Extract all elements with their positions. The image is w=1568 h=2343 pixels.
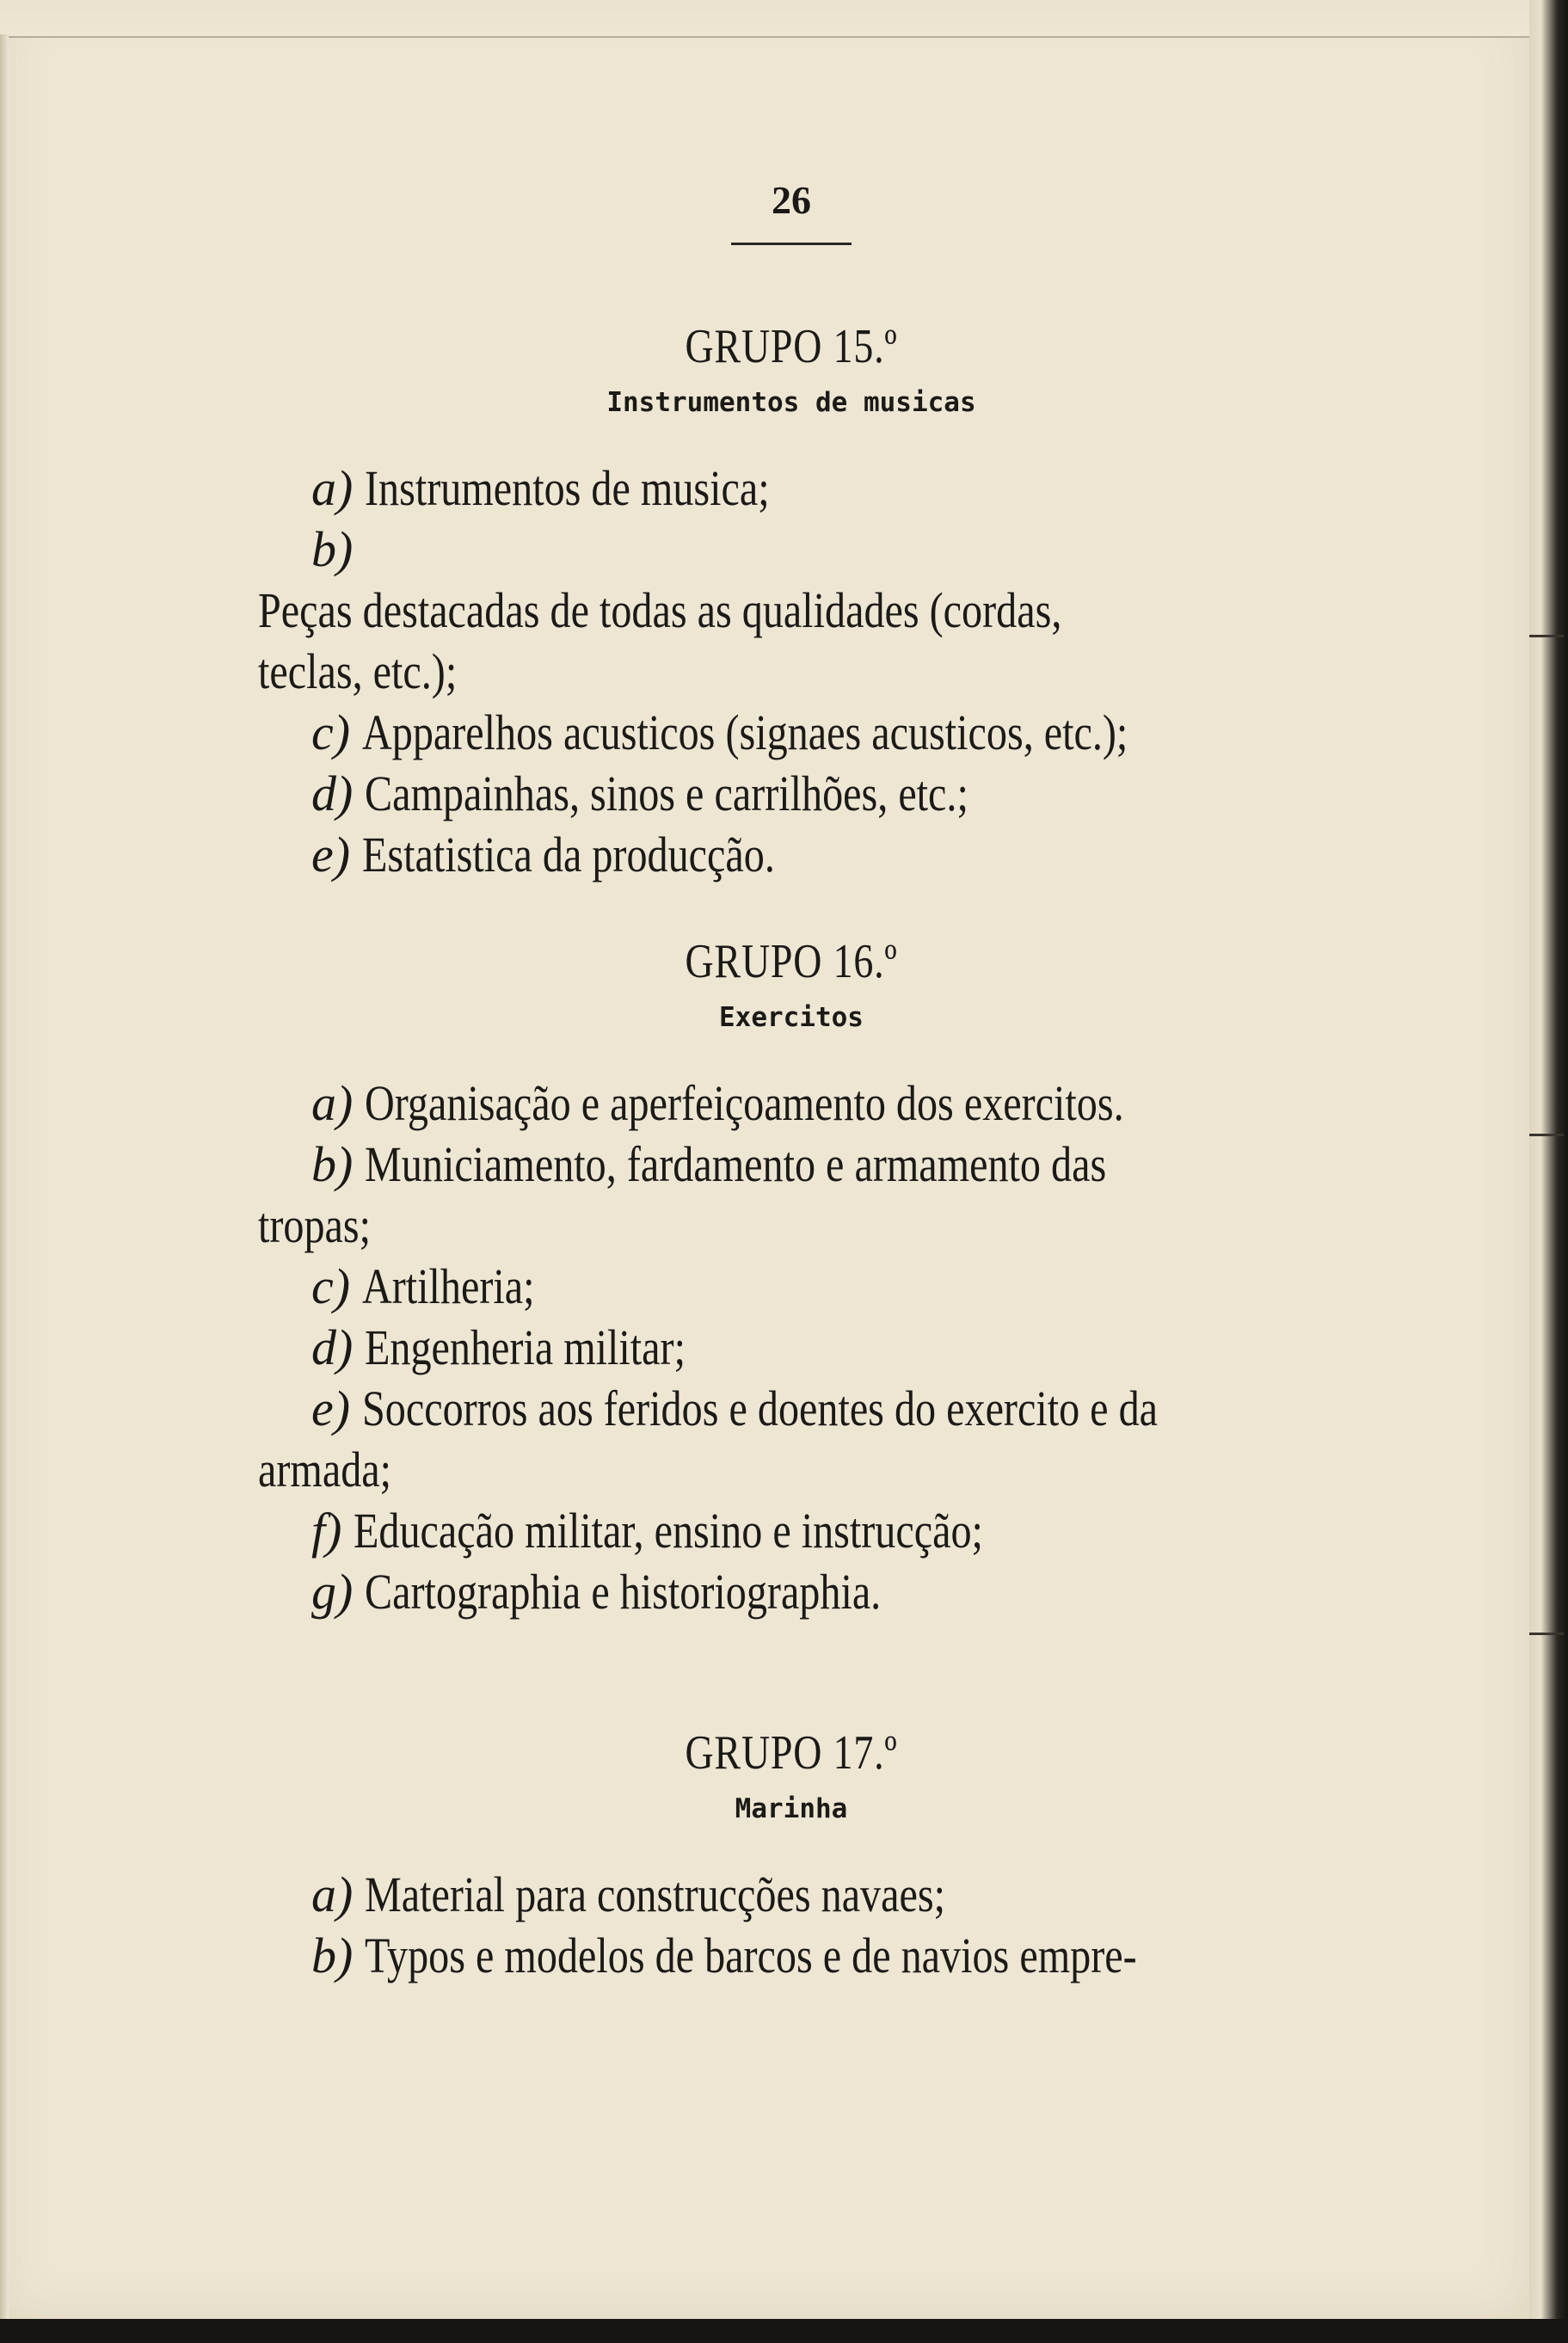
group-title: GRUPO 17.º [685, 1726, 898, 1780]
item-text: Municiamento, fardamento e armamento das [365, 1136, 1107, 1192]
item-text: Instrumentos de musica; [365, 460, 770, 516]
item-text: Organisação e aperfeiçoamento dos exercitos. [365, 1075, 1124, 1131]
page-left-edge [0, 34, 9, 2322]
group-subtitle: Exercitos [719, 1002, 864, 1033]
item-text: Cartographia e historiographia. [365, 1564, 882, 1620]
item-text: Typos e modelos de barcos e de navios empre- [365, 1928, 1137, 1983]
item-label: c) [311, 704, 351, 760]
book-spine-edge [1529, 0, 1568, 2343]
item-label: f) [311, 1503, 342, 1559]
item-text: Apparelhos acusticos (signaes acusticos, etc.); [362, 704, 1128, 760]
list-item [258, 1134, 1325, 1256]
page-bottom-edge [0, 2319, 1568, 2343]
item-text-continuation: armada; [258, 1442, 392, 1497]
item-label: c) [311, 1258, 351, 1314]
group-15 [258, 320, 1325, 885]
item-text: Artilheria; [362, 1258, 535, 1314]
item-list [258, 458, 1325, 885]
list-item [258, 1500, 1325, 1561]
group-17 [258, 1726, 1325, 1986]
item-label: a) [311, 460, 354, 516]
item-label: b) [311, 1928, 354, 1983]
item-list [258, 1073, 1325, 1622]
list-item [258, 1317, 1325, 1378]
item-text: Educação militar, ensino e instrucção; [354, 1503, 984, 1559]
item-label: g) [311, 1564, 354, 1620]
list-item [258, 824, 1325, 885]
group-16 [258, 935, 1325, 1622]
group-subtitle: Marinha [735, 1793, 848, 1824]
list-item [258, 458, 1325, 519]
item-text: Soccorros aos feridos e doentes do exercito e da [362, 1381, 1159, 1436]
item-text: Engenheria militar; [365, 1319, 686, 1375]
item-label: b) [311, 521, 354, 577]
list-item [258, 1256, 1325, 1317]
item-label: d) [311, 1319, 354, 1375]
item-text: Material para construcções navaes; [365, 1866, 946, 1922]
item-text: Campainhas, sinos e carrilhões, etc.; [365, 766, 969, 821]
page-top-edge [0, 0, 1568, 38]
item-label: e) [311, 1381, 351, 1436]
item-text: Estatistica da producção. [362, 827, 775, 882]
list-item [258, 1864, 1325, 1925]
list-item [258, 1925, 1325, 1986]
item-list [258, 1864, 1325, 1986]
list-item [258, 702, 1325, 763]
list-item [258, 763, 1325, 824]
item-text: Peças destacadas de todas as qualidades (cordas, [258, 582, 1062, 638]
page-number: 26 [731, 181, 852, 245]
item-text-continuation: teclas, etc.); [258, 643, 458, 699]
group-subtitle: Instrumentos de musicas [606, 387, 976, 418]
list-item [258, 1561, 1325, 1622]
item-label: a) [311, 1866, 354, 1922]
list-item [258, 1378, 1325, 1500]
item-label: d) [311, 766, 354, 821]
group-title: GRUPO 16.º [685, 935, 898, 988]
item-label: b) [311, 1136, 354, 1192]
page-content [258, 178, 1325, 1983]
item-label: a) [311, 1075, 354, 1131]
item-label: e) [311, 827, 351, 882]
group-title: GRUPO 15.º [685, 320, 898, 373]
list-item [258, 1073, 1325, 1134]
item-text-continuation: tropas; [258, 1197, 372, 1253]
list-item [258, 519, 1325, 702]
